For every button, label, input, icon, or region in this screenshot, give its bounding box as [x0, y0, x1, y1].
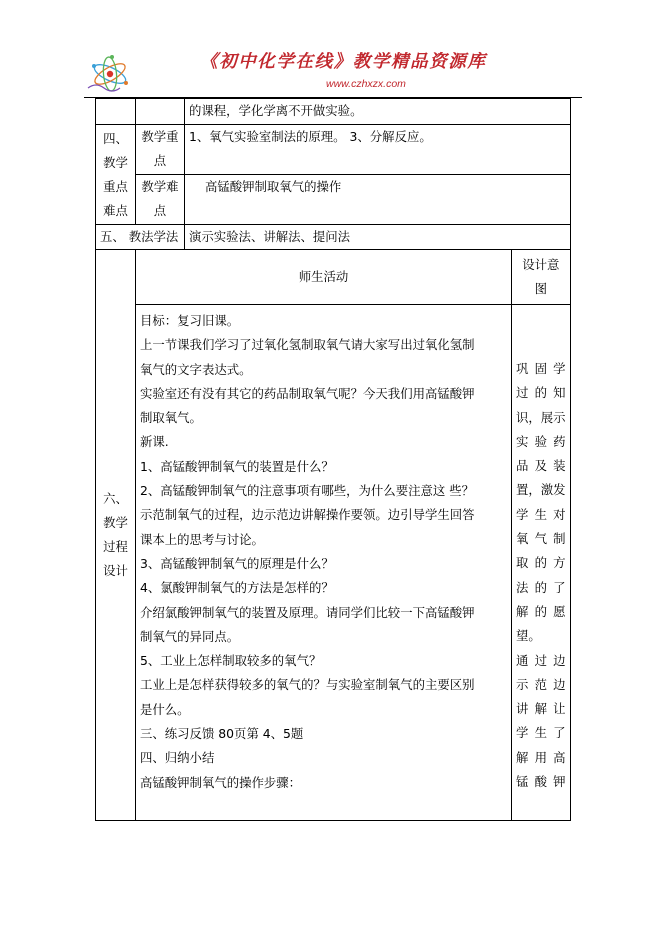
- difficulty-text: 高锰酸钾制取氧气的操作: [185, 175, 571, 225]
- design-line: 讲解让: [516, 701, 566, 717]
- key-point-text: 1、氧气实验室制法的原理。 3、分解反应。: [185, 125, 571, 175]
- design-line: 学生对: [516, 506, 566, 522]
- activity-line: 目标：复习旧课。: [140, 313, 240, 328]
- activity-header: 师生活动: [136, 250, 512, 305]
- activity-line: 是什么。: [140, 701, 190, 717]
- design-line: 置，激发: [516, 482, 566, 498]
- design-line: 通过边: [516, 652, 566, 668]
- site-url[interactable]: www.czhxzx.com: [326, 78, 406, 90]
- activity-line: 示范制氧气的过程，边示范边讲解操作要领。边引导学生回答: [140, 507, 475, 523]
- table-row: [96, 99, 571, 125]
- table-row: [96, 250, 571, 305]
- table-row: [96, 125, 571, 175]
- design-line: 法的了: [516, 579, 566, 595]
- activity-line: 制氧气的异同点。: [140, 628, 240, 644]
- design-line: 解用高: [516, 749, 566, 765]
- section6-label: 六、 教学 过程 设计: [96, 250, 136, 821]
- activity-line: 2、高锰酸钾制氧气的注意事项有哪些，为什么要注意这 些？: [140, 483, 474, 499]
- design-line: 过的知: [516, 385, 566, 401]
- design-line: 氧气制: [516, 531, 566, 547]
- difficulty-label: 教学难 点: [136, 175, 185, 225]
- section4-label: 四、 教学 重点 难点: [96, 125, 136, 225]
- activity-line: 制取氧气。: [140, 410, 202, 426]
- activity-line: 介绍氯酸钾制氧气的装置及原理。请同学们比较一下高锰酸钾: [140, 604, 475, 620]
- design-line: 望。: [516, 628, 541, 644]
- table-row: [96, 175, 571, 225]
- activity-content: [136, 305, 512, 821]
- prev-text: 的课程，学化学离不开做实验。: [189, 103, 363, 118]
- activity-line: 实验室还有没有其它的药品制取氧气呢？今天我们用高锰酸钾: [140, 385, 475, 401]
- section5-text: 演示实验法、讲解法、提问法: [185, 225, 571, 250]
- activity-line: 氧气的文字表达式。: [140, 361, 252, 377]
- design-line: 示范边: [516, 676, 566, 692]
- design-line: 品及装: [516, 458, 566, 474]
- activity-line: 四、归纳小结: [140, 750, 215, 766]
- activity-line: 1、高锰酸钾制氧气的装置是什么？: [140, 458, 334, 474]
- design-line: 解的愿: [516, 603, 566, 619]
- lesson-plan-table: [95, 98, 571, 821]
- design-line: 锰酸钾: [516, 774, 566, 790]
- atom-logo-icon: [84, 50, 140, 96]
- banner-title: 《初中化学在线》教学精品资源库: [200, 52, 487, 72]
- design-line: 学生了: [516, 725, 566, 741]
- design-header: 设计意 图: [512, 250, 571, 305]
- design-line: 识，展示: [516, 409, 566, 425]
- design-line: 实验药: [516, 433, 566, 449]
- section5-label: 五、 教法学法: [96, 225, 185, 250]
- activity-line: 3、高锰酸钾制氧气的原理是什么？: [140, 555, 334, 571]
- design-line: 取的方: [516, 555, 566, 571]
- key-point-label: 教学重 点: [136, 125, 185, 175]
- activity-line: 工业上是怎样获得较多的氧气的？与实验室制氧气的主要区别: [140, 677, 475, 693]
- activity-line: 5、工业上怎样制取较多的氧气？: [140, 653, 322, 669]
- activity-line: 课本上的思考与讨论。: [140, 531, 264, 547]
- design-line: 巩固学: [516, 361, 566, 376]
- prev-text-cell: [185, 99, 571, 125]
- table-row: [96, 305, 571, 821]
- activity-line: 高锰酸钾制氧气的操作步骤：: [140, 774, 302, 790]
- activity-line: 上一节课我们学习了过氧化氢制取氧气请大家写出过氧化氢制: [140, 337, 475, 353]
- design-content: [512, 305, 571, 821]
- activity-line: 新课.: [140, 434, 169, 450]
- activity-line: 三、练习反馈 80页第 4、5题: [140, 726, 304, 742]
- page-header: [84, 46, 582, 98]
- activity-line: 4、氯酸钾制氧气的方法是怎样的？: [140, 580, 334, 596]
- table-row: [96, 225, 571, 250]
